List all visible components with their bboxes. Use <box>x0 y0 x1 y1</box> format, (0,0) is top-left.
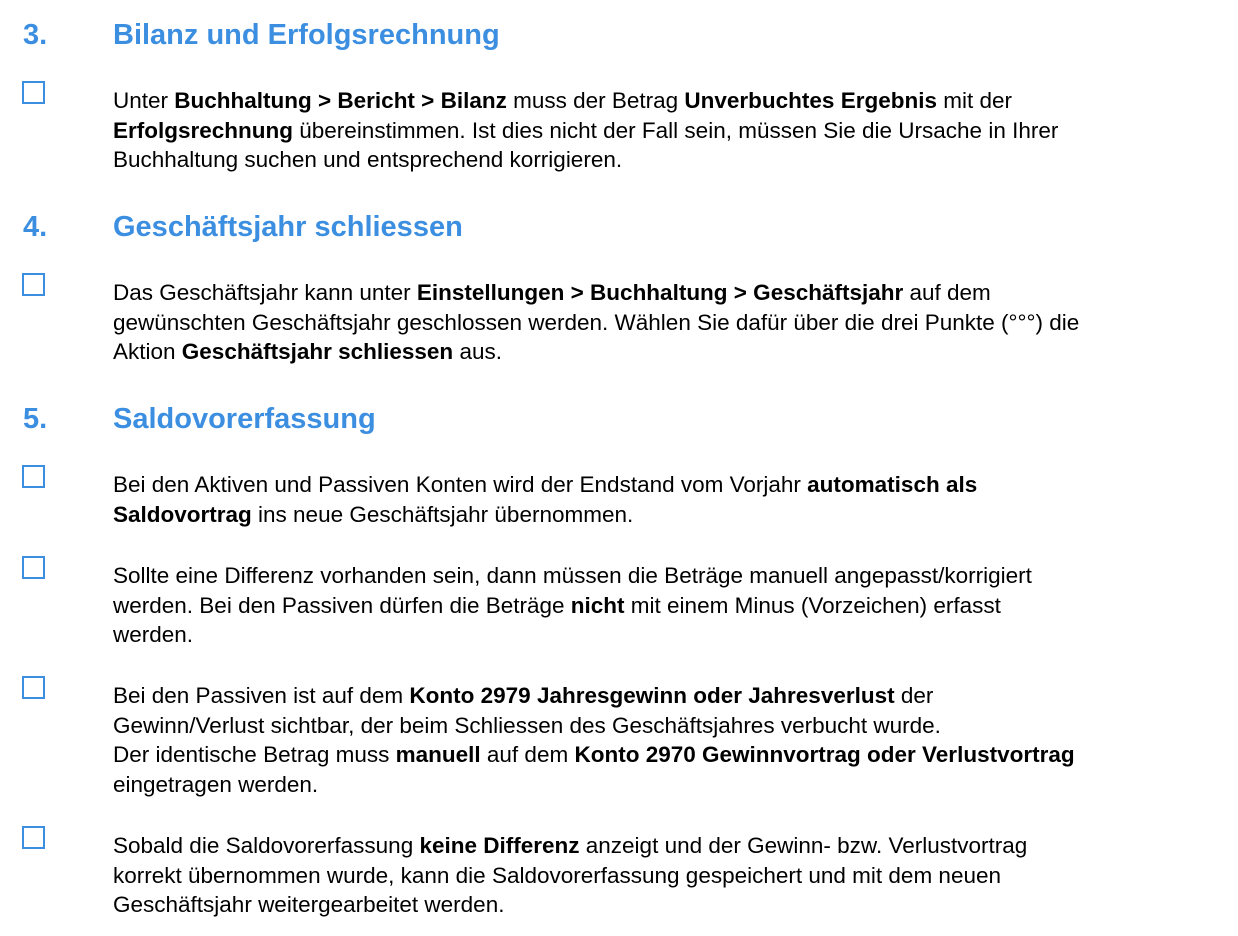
text-line <box>113 278 1223 308</box>
section-number: 5. <box>23 403 48 435</box>
checkbox[interactable] <box>22 273 45 296</box>
text-line <box>113 145 1223 175</box>
text-line <box>113 561 1223 591</box>
item-text <box>113 278 1223 367</box>
text-line <box>113 116 1223 146</box>
text-run: aus. <box>453 339 502 364</box>
section-title: Saldovorerfassung <box>113 403 376 435</box>
bold-text: Buchhaltung > Bericht > Bilanz <box>174 88 507 113</box>
checkbox[interactable] <box>22 556 45 579</box>
text-line <box>113 591 1223 621</box>
text-line <box>113 740 1223 770</box>
bold-text: keine Differenz <box>419 833 580 858</box>
text-run: Sollte eine Differenz vorhanden sein, dann müssen die Beträge manuell angepasst/korrigiert <box>113 563 1032 588</box>
text-run: Unter <box>113 88 175 113</box>
text-run: werden. <box>113 622 194 647</box>
text-run: Gewinn/Verlust sichtbar, der beim Schliessen des Geschäftsjahres verbucht wurde. <box>113 712 941 738</box>
checkbox[interactable] <box>22 465 45 488</box>
section-title: Bilanz und Erfolgsrechnung <box>113 19 500 51</box>
text-run: mit einem Minus (Vorzeichen) erfasst <box>624 592 1001 618</box>
text-line <box>113 86 1223 116</box>
text-run: Buchhaltung suchen und entsprechend korrigieren. <box>113 147 623 172</box>
text-line <box>113 337 1223 367</box>
bold-text: Konto 2979 Jahresgewinn oder Jahresverlust <box>409 683 895 708</box>
item-text <box>113 561 1223 650</box>
checkbox[interactable] <box>22 81 45 104</box>
text-run: werden. Bei den Passiven dürfen die Beträge <box>113 592 571 618</box>
text-run: Bei den Passiven ist auf dem <box>113 683 410 708</box>
section-number: 4. <box>23 211 48 243</box>
bold-text: Einstellungen > Buchhaltung > Geschäftsjahr <box>416 280 904 305</box>
bold-text: manuell <box>395 742 481 767</box>
text-run: Sobald die Saldovorerfassung <box>113 833 420 858</box>
text-line <box>113 770 1223 800</box>
text-line <box>113 711 1223 741</box>
checkbox[interactable] <box>22 676 45 699</box>
item-text <box>113 470 1223 529</box>
bold-text: Konto 2970 Gewinnvortrag oder Verlustvortrag <box>574 742 1075 767</box>
bold-text: nicht <box>570 592 625 618</box>
bold-text: Geschäftsjahr schliessen <box>181 339 454 364</box>
text-line <box>113 890 1223 920</box>
text-run: muss der Betrag <box>506 88 685 113</box>
text-run: auf dem <box>903 280 991 305</box>
text-run: Bei den Aktiven und Passiven Konten wird der Endstand vom Vorjahr <box>113 472 808 497</box>
checkbox[interactable] <box>22 826 45 849</box>
section-number: 3. <box>23 19 48 51</box>
section-heading-5 <box>0 399 1238 439</box>
bold-text: Erfolgsrechnung <box>113 117 294 143</box>
text-line <box>113 861 1223 891</box>
text-line <box>113 831 1223 861</box>
text-run: Der identische Betrag muss <box>113 742 396 767</box>
text-run: Geschäftsjahr weitergearbeitet werden. <box>113 892 505 917</box>
text-run: korrekt übernommen wurde, kann die Saldovorerfassung gespeichert und mit dem neuen <box>113 862 1002 888</box>
text-run: ins neue Geschäftsjahr übernommen. <box>251 501 634 527</box>
text-line <box>113 620 1223 650</box>
text-line <box>113 500 1223 530</box>
text-run: mit der <box>936 88 1012 113</box>
item-text <box>113 831 1223 920</box>
text-run: auf dem <box>480 742 575 767</box>
text-run: Aktion <box>113 339 182 364</box>
section-title: Geschäftsjahr schliessen <box>113 211 463 243</box>
section-heading-4 <box>0 207 1238 247</box>
text-run: Das Geschäftsjahr kann unter <box>113 280 417 305</box>
section-heading-3 <box>0 15 1238 55</box>
text-run: übereinstimmen. Ist dies nicht der Fall sein, müssen Sie die Ursache in Ihrer <box>293 117 1059 143</box>
text-run: anzeigt und der Gewinn- bzw. Verlustvortrag <box>579 833 1028 858</box>
bold-text: automatisch als <box>807 472 978 497</box>
text-run: der <box>894 683 934 708</box>
item-text <box>113 86 1223 175</box>
text-run: eingetragen werden. <box>113 771 319 797</box>
text-line <box>113 308 1223 338</box>
text-line <box>113 681 1223 711</box>
text-run: gewünschten Geschäftsjahr geschlossen werden. Wählen Sie dafür über die drei Punkte (°°°) die <box>113 309 1080 335</box>
item-text <box>113 681 1223 799</box>
bold-text: Saldovortrag <box>113 501 252 527</box>
text-line <box>113 470 1223 500</box>
bold-text: Unverbuchtes Ergebnis <box>684 88 937 113</box>
